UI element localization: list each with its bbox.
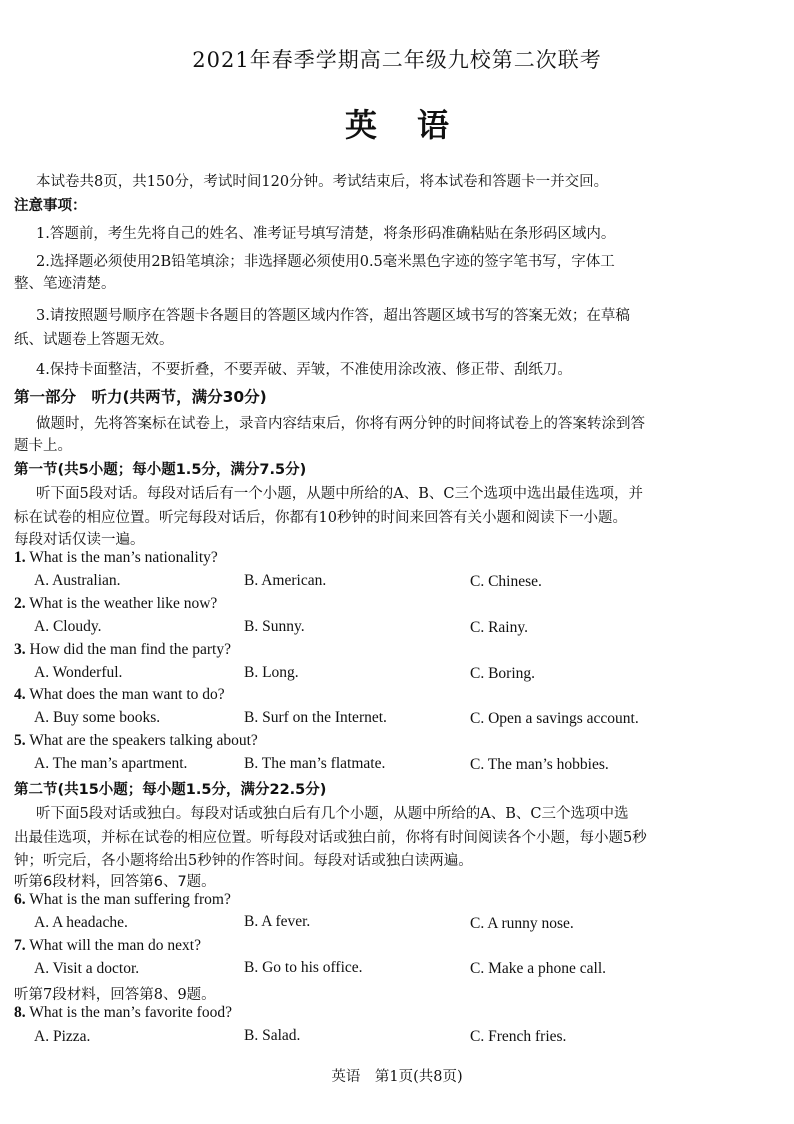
part1-desc-2: 题卡上。 [14, 438, 72, 454]
q6-option-c[interactable]: C. A runny nose. [470, 915, 574, 932]
question-text: What are the speakers talking about? [29, 732, 258, 749]
question-number: 5. [14, 732, 26, 749]
question-number: 4. [14, 686, 26, 703]
q2-option-c[interactable]: C. Rainy. [470, 619, 528, 636]
note-4: 4.保持卡面整洁，不要折叠，不要弄破、弄皱，不准使用涂改液、修正带、刮纸刀。 [36, 362, 572, 378]
section2-desc-1: 听下面5段对话或独白。每段对话或独白后有几个小题，从题中所给的A、B、C三个选项中选 [36, 806, 629, 822]
question-6 [14, 891, 231, 909]
question-text: What is the man’s nationality? [29, 549, 218, 566]
question-1 [14, 549, 218, 567]
note-1: 1.答题前，考生先将自己的姓名、准考证号填写清楚，将条形码准确粘贴在条形码区域内。 [36, 226, 616, 242]
q5-option-a[interactable]: A. The man’s apartment. [34, 755, 188, 772]
question-text: What will the man do next? [29, 937, 201, 954]
q3-option-c[interactable]: C. Boring. [470, 665, 536, 682]
notes-heading: 注意事项： [14, 198, 87, 214]
page-footer: 英语 第1页(共8页) [331, 1069, 463, 1085]
q6-option-a[interactable]: A. A headache. [34, 914, 128, 931]
question-number: 8. [14, 1004, 26, 1021]
question-number: 2. [14, 595, 26, 612]
question-text: How did the man find the party? [29, 641, 231, 658]
question-3 [14, 641, 231, 659]
q1-option-a[interactable]: A. Australian. [34, 572, 121, 589]
part1-desc-1: 做题时，先将答案标在试卷上，录音内容结束后，你将有两分钟的时间将试卷上的答案转涂到答 [36, 416, 645, 432]
q1-option-b[interactable]: B. American. [244, 572, 327, 589]
intro-text: 本试卷共8页，共150分，考试时间120分钟。考试结束后，将本试卷和答题卡一并交回。 [36, 174, 609, 190]
q4-option-a[interactable]: A. Buy some books. [34, 709, 161, 726]
q8-option-c[interactable]: C. French fries. [470, 1028, 567, 1045]
question-number: 3. [14, 641, 26, 658]
q7-option-c[interactable]: C. Make a phone call. [470, 960, 607, 977]
q4-option-b[interactable]: B. Surf on the Internet. [244, 709, 387, 726]
note-3-line-2: 纸、试题卷上答题无效。 [14, 332, 174, 348]
subject-title: 英语 [344, 106, 489, 144]
q3-option-b[interactable]: B. Long. [244, 664, 299, 681]
q1-option-c[interactable]: C. Chinese. [470, 573, 542, 590]
question-4 [14, 686, 225, 704]
exam-title: 2021年春季学期高二年级九校第二次联考 [192, 48, 602, 72]
q7-option-b[interactable]: B. Go to his office. [244, 959, 363, 976]
section1-desc-2: 标在试卷的相应位置。听完每段对话后，你都有10秒钟的时间来回答有关小题和阅读下一小题。 [14, 510, 627, 526]
question-number: 1. [14, 549, 26, 566]
question-8 [14, 1004, 232, 1022]
q8-option-a[interactable]: A. Pizza. [34, 1028, 91, 1045]
note-2-line-2: 整、笔迹清楚。 [14, 276, 116, 292]
material-7-label: 听第7段材料，回答第8、9题。 [14, 987, 216, 1003]
section1-heading: 第一节(共5小题；每小题1.5分，满分7.5分) [14, 462, 307, 478]
q2-option-a[interactable]: A. Cloudy. [34, 618, 102, 635]
section2-desc-3: 钟；听完后，各小题将给出5秒钟的作答时间。每段对话或独白读两遍。 [14, 853, 473, 869]
section1-desc-3: 每段对话仅读一遍。 [14, 532, 145, 548]
question-7 [14, 937, 201, 955]
q6-option-b[interactable]: B. A fever. [244, 913, 311, 930]
note-3-line-1: 3.请按照题号顺序在答题卡各题目的答题区域内作答，超出答题区域书写的答案无效；在草稿 [36, 308, 630, 324]
question-text: What is the man suffering from? [29, 891, 231, 908]
material-6-label: 听第6段材料，回答第6、7题。 [14, 874, 216, 890]
section2-desc-2: 出最佳选项，并标在试卷的相应位置。听每段对话或独白前，你将有时间阅读各个小题，每小题5秒 [14, 830, 647, 846]
note-2-line-1: 2.选择题必须使用2B铅笔填涂；非选择题必须使用0.5毫米黑色字迹的签字笔书写，字体工 [36, 254, 615, 270]
q5-option-c[interactable]: C. The man’s hobbies. [470, 756, 609, 773]
question-number: 6. [14, 891, 26, 908]
question-text: What is the weather like now? [29, 595, 218, 612]
question-5 [14, 732, 258, 750]
q7-option-a[interactable]: A. Visit a doctor. [34, 960, 140, 977]
question-number: 7. [14, 937, 26, 954]
q4-option-c[interactable]: C. Open a savings account. [470, 710, 639, 727]
q5-option-b[interactable]: B. The man’s flatmate. [244, 755, 386, 772]
q8-option-b[interactable]: B. Salad. [244, 1027, 301, 1044]
section1-desc-1: 听下面5段对话。每段对话后有一个小题，从题中所给的A、B、C三个选项中选出最佳选项，并 [36, 486, 643, 502]
question-2 [14, 595, 217, 613]
question-text: What is the man’s favorite food? [29, 1004, 232, 1021]
part1-heading: 第一部分 听力(共两节，满分30分) [14, 388, 267, 406]
q3-option-a[interactable]: A. Wonderful. [34, 664, 123, 681]
section2-heading: 第二节(共15小题；每小题1.5分，满分22.5分) [14, 782, 327, 798]
q2-option-b[interactable]: B. Sunny. [244, 618, 305, 635]
question-text: What does the man want to do? [29, 686, 225, 703]
